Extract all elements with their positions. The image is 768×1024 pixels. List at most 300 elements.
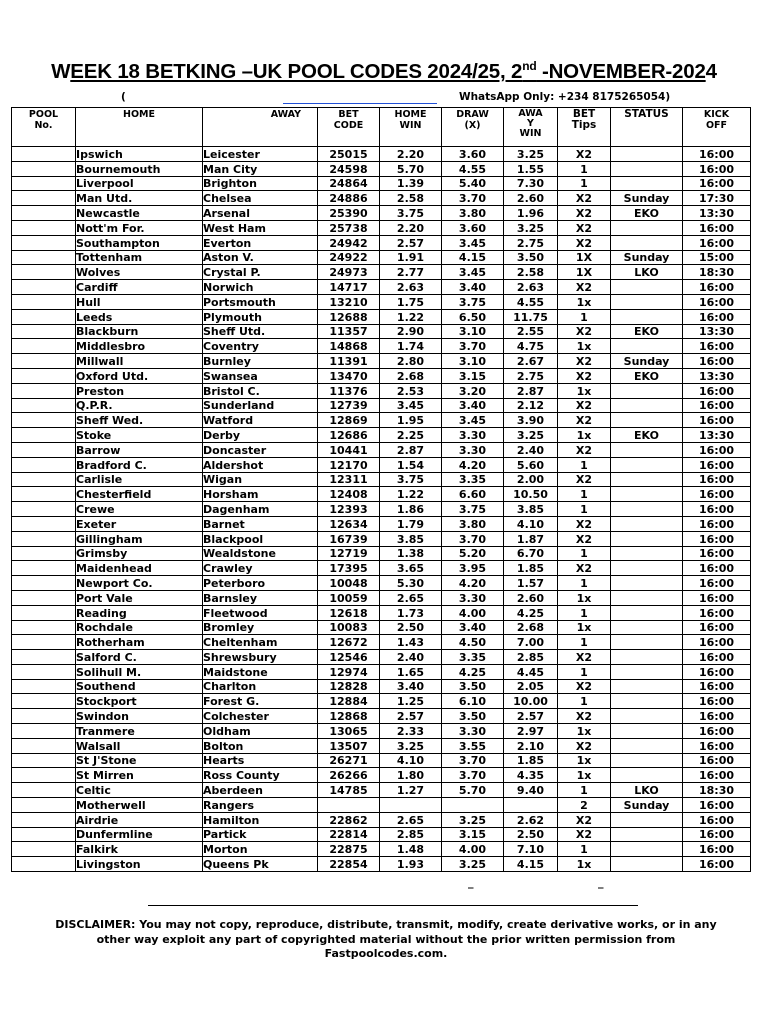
kick-off-cell: 16:00 bbox=[683, 472, 751, 487]
pool-number-cell bbox=[12, 842, 76, 857]
status-cell: Sunday bbox=[611, 354, 683, 369]
bet-tips-cell: X2 bbox=[558, 324, 611, 339]
away-win-odds-cell: 4.45 bbox=[504, 664, 558, 679]
kick-off-cell: 17:30 bbox=[683, 191, 751, 206]
away-team-cell: Aberdeen bbox=[203, 783, 318, 798]
draw-odds-cell: 3.50 bbox=[442, 709, 504, 724]
pool-number-cell bbox=[12, 502, 76, 517]
pool-number-cell bbox=[12, 694, 76, 709]
table-row bbox=[12, 857, 751, 872]
bet-code-cell: 13507 bbox=[318, 738, 380, 753]
away-win-odds-cell: 2.50 bbox=[504, 827, 558, 842]
away-team-cell: Crawley bbox=[203, 561, 318, 576]
kick-off-cell: 16:00 bbox=[683, 561, 751, 576]
kick-off-cell: 16:00 bbox=[683, 605, 751, 620]
table-row bbox=[12, 783, 751, 798]
disclaimer-line-3: Fastpoolcodes.com. bbox=[324, 947, 448, 960]
pool-number-cell bbox=[12, 250, 76, 265]
bet-tips-cell: X2 bbox=[558, 147, 611, 162]
home-team-cell: Man Utd. bbox=[76, 191, 203, 206]
pool-number-cell bbox=[12, 709, 76, 724]
pool-number-cell bbox=[12, 413, 76, 428]
status-cell bbox=[611, 753, 683, 768]
kick-off-cell: 16:00 bbox=[683, 220, 751, 235]
bet-tips-cell: 1x bbox=[558, 620, 611, 635]
home-win-odds-cell: 1.73 bbox=[380, 605, 442, 620]
kick-off-cell: 16:00 bbox=[683, 590, 751, 605]
header-status: STATUS bbox=[611, 108, 683, 147]
home-win-odds-cell: 1.80 bbox=[380, 768, 442, 783]
pool-number-cell bbox=[12, 220, 76, 235]
draw-odds-cell: 5.70 bbox=[442, 783, 504, 798]
home-win-odds-cell: 2.58 bbox=[380, 191, 442, 206]
kick-off-cell: 13:30 bbox=[683, 428, 751, 443]
draw-odds-cell: 3.15 bbox=[442, 368, 504, 383]
away-win-odds-cell: 4.15 bbox=[504, 857, 558, 872]
draw-odds-cell bbox=[442, 798, 504, 813]
home-win-odds-cell: 1.74 bbox=[380, 339, 442, 354]
home-win-odds-cell: 2.57 bbox=[380, 709, 442, 724]
home-team-cell: Motherwell bbox=[76, 798, 203, 813]
kick-off-cell: 16:00 bbox=[683, 235, 751, 250]
bet-tips-cell: X2 bbox=[558, 220, 611, 235]
bet-code-cell: 24973 bbox=[318, 265, 380, 280]
home-team-cell: Ipswich bbox=[76, 147, 203, 162]
away-win-odds-cell: 4.75 bbox=[504, 339, 558, 354]
home-team-cell: Bradford C. bbox=[76, 457, 203, 472]
kick-off-cell: 16:00 bbox=[683, 147, 751, 162]
bet-code-cell: 22862 bbox=[318, 812, 380, 827]
table-row bbox=[12, 191, 751, 206]
home-team-cell: St J'Stone bbox=[76, 753, 203, 768]
bet-tips-cell: 1x bbox=[558, 724, 611, 739]
table-row bbox=[12, 309, 751, 324]
away-team-cell: Partick bbox=[203, 827, 318, 842]
status-cell bbox=[611, 220, 683, 235]
home-team-cell: Chesterfield bbox=[76, 487, 203, 502]
away-team-cell: Sunderland bbox=[203, 398, 318, 413]
away-win-odds-cell: 2.85 bbox=[504, 650, 558, 665]
bet-tips-cell: 1 bbox=[558, 635, 611, 650]
bet-code-cell: 12311 bbox=[318, 472, 380, 487]
table-row bbox=[12, 753, 751, 768]
table-row bbox=[12, 709, 751, 724]
home-win-odds-cell: 1.27 bbox=[380, 783, 442, 798]
pool-number-cell bbox=[12, 561, 76, 576]
page-title bbox=[0, 60, 768, 84]
pool-number-cell bbox=[12, 339, 76, 354]
draw-odds-cell: 5.40 bbox=[442, 176, 504, 191]
bet-tips-cell: 1 bbox=[558, 176, 611, 191]
draw-odds-cell: 3.20 bbox=[442, 383, 504, 398]
status-cell bbox=[611, 812, 683, 827]
bet-tips-cell: X2 bbox=[558, 398, 611, 413]
header-bet-tips: BET Tips bbox=[558, 108, 611, 147]
header-draw: DRAW (X) bbox=[442, 108, 504, 147]
bet-tips-cell: 1x bbox=[558, 383, 611, 398]
away-team-cell: West Ham bbox=[203, 220, 318, 235]
bet-tips-cell: 1x bbox=[558, 428, 611, 443]
table-row bbox=[12, 561, 751, 576]
away-win-odds-cell bbox=[504, 798, 558, 813]
home-team-cell: Blackburn bbox=[76, 324, 203, 339]
hyperlink-underline[interactable] bbox=[283, 103, 437, 104]
bet-tips-cell: X2 bbox=[558, 413, 611, 428]
away-team-cell: Swansea bbox=[203, 368, 318, 383]
status-cell bbox=[611, 294, 683, 309]
away-win-odds-cell: 10.00 bbox=[504, 694, 558, 709]
home-team-cell: St Mirren bbox=[76, 768, 203, 783]
header-home: HOME bbox=[76, 108, 203, 147]
title-last-char: 4 bbox=[705, 60, 717, 83]
draw-odds-cell: 4.50 bbox=[442, 635, 504, 650]
table-row bbox=[12, 590, 751, 605]
bet-code-cell: 16739 bbox=[318, 531, 380, 546]
draw-odds-cell: 3.30 bbox=[442, 724, 504, 739]
status-cell bbox=[611, 472, 683, 487]
bet-tips-cell: X2 bbox=[558, 812, 611, 827]
home-team-cell: Wolves bbox=[76, 265, 203, 280]
pool-number-cell bbox=[12, 487, 76, 502]
pool-number-cell bbox=[12, 206, 76, 221]
home-win-odds-cell: 2.85 bbox=[380, 827, 442, 842]
pool-number-cell bbox=[12, 827, 76, 842]
status-cell bbox=[611, 176, 683, 191]
bet-tips-cell: X2 bbox=[558, 679, 611, 694]
kick-off-cell: 16:00 bbox=[683, 339, 751, 354]
draw-odds-cell: 3.45 bbox=[442, 235, 504, 250]
table-row bbox=[12, 664, 751, 679]
home-team-cell: Southend bbox=[76, 679, 203, 694]
bet-tips-cell: X2 bbox=[558, 472, 611, 487]
kick-off-cell: 18:30 bbox=[683, 783, 751, 798]
status-cell bbox=[611, 827, 683, 842]
table-row bbox=[12, 206, 751, 221]
bet-code-cell: 12393 bbox=[318, 502, 380, 517]
home-win-odds-cell: 2.57 bbox=[380, 235, 442, 250]
home-team-cell: Q.P.R. bbox=[76, 398, 203, 413]
pool-number-cell bbox=[12, 428, 76, 443]
home-win-odds-cell: 1.39 bbox=[380, 176, 442, 191]
status-cell bbox=[611, 235, 683, 250]
home-team-cell: Middlesbro bbox=[76, 339, 203, 354]
status-cell bbox=[611, 679, 683, 694]
bet-tips-cell: 1x bbox=[558, 294, 611, 309]
pool-number-cell bbox=[12, 724, 76, 739]
home-win-odds-cell: 1.93 bbox=[380, 857, 442, 872]
away-win-odds-cell: 2.60 bbox=[504, 191, 558, 206]
status-cell bbox=[611, 605, 683, 620]
home-win-odds-cell: 1.22 bbox=[380, 487, 442, 502]
kick-off-cell: 16:00 bbox=[683, 383, 751, 398]
home-team-cell: Liverpool bbox=[76, 176, 203, 191]
pool-codes-table bbox=[11, 107, 751, 872]
draw-odds-cell: 3.70 bbox=[442, 191, 504, 206]
draw-odds-cell: 3.30 bbox=[442, 428, 504, 443]
header-bet-code: BET CODE bbox=[318, 108, 380, 147]
draw-odds-cell: 4.15 bbox=[442, 250, 504, 265]
draw-odds-cell: 6.10 bbox=[442, 694, 504, 709]
home-win-odds-cell: 5.70 bbox=[380, 161, 442, 176]
pool-number-cell bbox=[12, 546, 76, 561]
kick-off-cell: 16:00 bbox=[683, 650, 751, 665]
table-row bbox=[12, 842, 751, 857]
kick-off-cell: 16:00 bbox=[683, 768, 751, 783]
away-win-odds-cell: 1.85 bbox=[504, 561, 558, 576]
away-win-odds-cell: 2.87 bbox=[504, 383, 558, 398]
disclaimer-line-2: other way exploit any part of copyrighted material without the prior written permission from bbox=[96, 932, 676, 946]
away-team-cell: Barnsley bbox=[203, 590, 318, 605]
bet-code-cell: 12618 bbox=[318, 605, 380, 620]
away-win-odds-cell: 7.10 bbox=[504, 842, 558, 857]
pool-number-cell bbox=[12, 265, 76, 280]
draw-odds-cell: 3.35 bbox=[442, 650, 504, 665]
bet-tips-cell: 1 bbox=[558, 664, 611, 679]
away-win-odds-cell: 2.75 bbox=[504, 368, 558, 383]
away-win-odds-cell: 7.30 bbox=[504, 176, 558, 191]
away-team-cell: Norwich bbox=[203, 280, 318, 295]
title-underlined: EEK 18 BETKING –UK POOL CODES 2024/25, 2nd -NOVEMBER-202 bbox=[70, 59, 706, 83]
away-team-cell: Dagenham bbox=[203, 502, 318, 517]
kick-off-cell: 13:30 bbox=[683, 368, 751, 383]
draw-odds-cell: 3.10 bbox=[442, 354, 504, 369]
home-team-cell: Exeter bbox=[76, 516, 203, 531]
draw-odds-cell: 3.25 bbox=[442, 857, 504, 872]
draw-odds-cell: 4.20 bbox=[442, 576, 504, 591]
table-row bbox=[12, 161, 751, 176]
away-win-odds-cell: 2.12 bbox=[504, 398, 558, 413]
away-win-odds-cell: 2.63 bbox=[504, 280, 558, 295]
draw-odds-cell: 3.60 bbox=[442, 220, 504, 235]
table-row bbox=[12, 516, 751, 531]
header-home-win: HOME WIN bbox=[380, 108, 442, 147]
bet-tips-cell: 1x bbox=[558, 590, 611, 605]
status-cell bbox=[611, 457, 683, 472]
table-row bbox=[12, 472, 751, 487]
home-win-odds-cell: 3.75 bbox=[380, 472, 442, 487]
draw-odds-cell: 3.70 bbox=[442, 531, 504, 546]
status-cell bbox=[611, 561, 683, 576]
table-row bbox=[12, 398, 751, 413]
pool-number-cell bbox=[12, 516, 76, 531]
bet-code-cell: 12634 bbox=[318, 516, 380, 531]
away-win-odds-cell: 2.67 bbox=[504, 354, 558, 369]
bet-code-cell: 10441 bbox=[318, 442, 380, 457]
pool-number-cell bbox=[12, 309, 76, 324]
status-cell bbox=[611, 738, 683, 753]
kick-off-cell: 16:00 bbox=[683, 694, 751, 709]
home-win-odds-cell: 4.10 bbox=[380, 753, 442, 768]
bet-code-cell: 12688 bbox=[318, 309, 380, 324]
draw-odds-cell: 3.45 bbox=[442, 413, 504, 428]
home-team-cell: Oxford Utd. bbox=[76, 368, 203, 383]
away-team-cell: Morton bbox=[203, 842, 318, 857]
status-cell bbox=[611, 709, 683, 724]
away-team-cell: Chelsea bbox=[203, 191, 318, 206]
status-cell bbox=[611, 635, 683, 650]
table-row bbox=[12, 738, 751, 753]
status-cell bbox=[611, 161, 683, 176]
away-team-cell: Wigan bbox=[203, 472, 318, 487]
home-win-odds-cell: 3.45 bbox=[380, 398, 442, 413]
away-team-cell: Blackpool bbox=[203, 531, 318, 546]
pool-number-cell bbox=[12, 235, 76, 250]
home-team-cell: Preston bbox=[76, 383, 203, 398]
away-team-cell: Hearts bbox=[203, 753, 318, 768]
divider-line bbox=[148, 905, 638, 906]
home-team-cell: Millwall bbox=[76, 354, 203, 369]
bet-tips-cell: X2 bbox=[558, 561, 611, 576]
status-cell bbox=[611, 650, 683, 665]
home-team-cell: Rotherham bbox=[76, 635, 203, 650]
bet-code-cell: 13210 bbox=[318, 294, 380, 309]
table-row bbox=[12, 620, 751, 635]
bet-code-cell: 24886 bbox=[318, 191, 380, 206]
pool-number-cell bbox=[12, 798, 76, 813]
away-win-odds-cell: 1.87 bbox=[504, 531, 558, 546]
away-team-cell: Crystal P. bbox=[203, 265, 318, 280]
away-win-odds-cell: 6.70 bbox=[504, 546, 558, 561]
bet-code-cell: 25738 bbox=[318, 220, 380, 235]
home-win-odds-cell: 2.20 bbox=[380, 147, 442, 162]
status-cell bbox=[611, 842, 683, 857]
status-cell: Sunday bbox=[611, 798, 683, 813]
kick-off-cell: 16:00 bbox=[683, 738, 751, 753]
draw-odds-cell: 6.50 bbox=[442, 309, 504, 324]
bet-code-cell: 12739 bbox=[318, 398, 380, 413]
bet-tips-cell: X2 bbox=[558, 531, 611, 546]
away-team-cell: Rangers bbox=[203, 798, 318, 813]
home-win-odds-cell: 2.80 bbox=[380, 354, 442, 369]
bet-code-cell: 12869 bbox=[318, 413, 380, 428]
bet-tips-cell: 1 bbox=[558, 783, 611, 798]
away-team-cell: Leicester bbox=[203, 147, 318, 162]
bet-tips-cell: 1 bbox=[558, 309, 611, 324]
bet-code-cell: 17395 bbox=[318, 561, 380, 576]
status-cell bbox=[611, 442, 683, 457]
header-pool: POOL No. bbox=[12, 108, 76, 147]
kick-off-cell: 16:00 bbox=[683, 398, 751, 413]
disclaimer-text bbox=[30, 918, 742, 962]
bet-code-cell: 25390 bbox=[318, 206, 380, 221]
bet-tips-cell: X2 bbox=[558, 650, 611, 665]
header-away-win: AWA Y WIN bbox=[504, 108, 558, 147]
kick-off-cell: 13:30 bbox=[683, 324, 751, 339]
table-row bbox=[12, 605, 751, 620]
table-row bbox=[12, 487, 751, 502]
bet-tips-cell: X2 bbox=[558, 206, 611, 221]
bet-tips-cell: 1X bbox=[558, 250, 611, 265]
home-team-cell: Airdrie bbox=[76, 812, 203, 827]
home-team-cell: Sheff Wed. bbox=[76, 413, 203, 428]
away-win-odds-cell: 2.62 bbox=[504, 812, 558, 827]
bet-tips-cell: 1 bbox=[558, 576, 611, 591]
bet-tips-cell: 2 bbox=[558, 798, 611, 813]
status-cell bbox=[611, 576, 683, 591]
draw-odds-cell: 5.20 bbox=[442, 546, 504, 561]
bet-code-cell: 26266 bbox=[318, 768, 380, 783]
home-win-odds-cell: 1.91 bbox=[380, 250, 442, 265]
title-superscript: nd bbox=[522, 59, 537, 73]
draw-odds-cell: 3.80 bbox=[442, 516, 504, 531]
home-win-odds-cell: 1.43 bbox=[380, 635, 442, 650]
pool-number-cell bbox=[12, 191, 76, 206]
away-win-odds-cell: 2.58 bbox=[504, 265, 558, 280]
status-cell bbox=[611, 590, 683, 605]
dash-mark-2: _ bbox=[598, 876, 604, 889]
pool-number-cell bbox=[12, 590, 76, 605]
home-win-odds-cell: 2.50 bbox=[380, 620, 442, 635]
bet-tips-cell: X2 bbox=[558, 516, 611, 531]
table-row bbox=[12, 442, 751, 457]
away-team-cell: Fleetwood bbox=[203, 605, 318, 620]
status-cell bbox=[611, 502, 683, 517]
away-team-cell: Doncaster bbox=[203, 442, 318, 457]
table-row bbox=[12, 457, 751, 472]
home-team-cell: Southampton bbox=[76, 235, 203, 250]
home-team-cell: Stockport bbox=[76, 694, 203, 709]
draw-odds-cell: 3.25 bbox=[442, 812, 504, 827]
status-cell bbox=[611, 724, 683, 739]
table-row bbox=[12, 147, 751, 162]
bet-code-cell: 22814 bbox=[318, 827, 380, 842]
draw-odds-cell: 3.75 bbox=[442, 502, 504, 517]
kick-off-cell: 13:30 bbox=[683, 206, 751, 221]
pool-number-cell bbox=[12, 576, 76, 591]
away-win-odds-cell: 2.05 bbox=[504, 679, 558, 694]
away-win-odds-cell: 2.57 bbox=[504, 709, 558, 724]
home-team-cell: Celtic bbox=[76, 783, 203, 798]
table-row bbox=[12, 502, 751, 517]
home-team-cell: Nott'm For. bbox=[76, 220, 203, 235]
kick-off-cell: 16:00 bbox=[683, 546, 751, 561]
kick-off-cell: 16:00 bbox=[683, 176, 751, 191]
home-win-odds-cell: 2.65 bbox=[380, 812, 442, 827]
status-cell bbox=[611, 664, 683, 679]
draw-odds-cell: 3.80 bbox=[442, 206, 504, 221]
bet-code-cell: 14785 bbox=[318, 783, 380, 798]
kick-off-cell: 16:00 bbox=[683, 294, 751, 309]
away-team-cell: Queens Pk bbox=[203, 857, 318, 872]
pool-number-cell bbox=[12, 294, 76, 309]
bet-code-cell: 24864 bbox=[318, 176, 380, 191]
away-win-odds-cell: 4.35 bbox=[504, 768, 558, 783]
title-prefix: W bbox=[51, 60, 71, 83]
home-team-cell: Maidenhead bbox=[76, 561, 203, 576]
table-row bbox=[12, 324, 751, 339]
away-win-odds-cell: 2.75 bbox=[504, 235, 558, 250]
status-cell: EKO bbox=[611, 324, 683, 339]
pool-number-cell bbox=[12, 783, 76, 798]
bet-code-cell: 12546 bbox=[318, 650, 380, 665]
pool-number-cell bbox=[12, 457, 76, 472]
home-team-cell: Newcastle bbox=[76, 206, 203, 221]
table-row bbox=[12, 176, 751, 191]
kick-off-cell: 16:00 bbox=[683, 679, 751, 694]
status-cell bbox=[611, 147, 683, 162]
bet-tips-cell: 1 bbox=[558, 842, 611, 857]
draw-odds-cell: 3.75 bbox=[442, 294, 504, 309]
away-team-cell: Shrewsbury bbox=[203, 650, 318, 665]
contact-line bbox=[0, 91, 768, 106]
draw-odds-cell: 3.30 bbox=[442, 590, 504, 605]
home-win-odds-cell: 2.87 bbox=[380, 442, 442, 457]
bet-code-cell: 12672 bbox=[318, 635, 380, 650]
bet-code-cell: 24922 bbox=[318, 250, 380, 265]
table-row bbox=[12, 294, 751, 309]
table-row bbox=[12, 383, 751, 398]
home-team-cell: Dunfermline bbox=[76, 827, 203, 842]
